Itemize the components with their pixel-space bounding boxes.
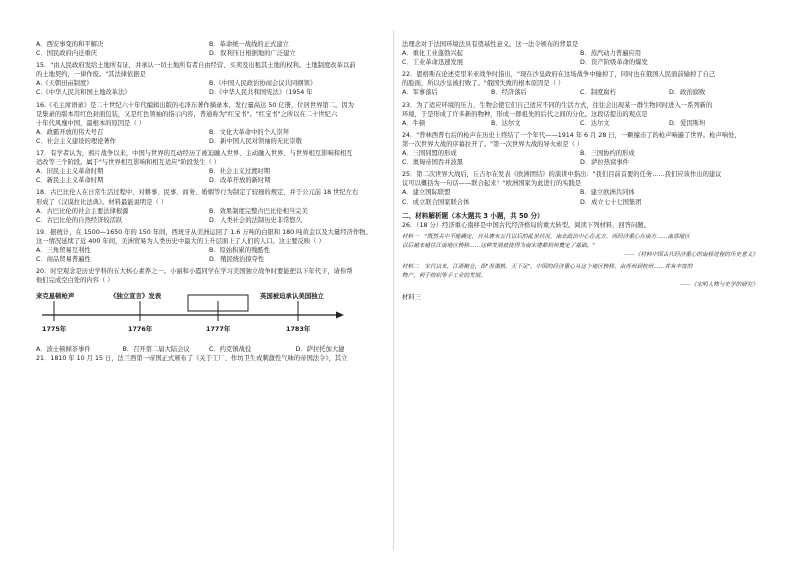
q19-option-d[interactable]: D．殖民统治掠夺性 (209, 256, 265, 264)
q18-stem-line-1: 18．古巴比伦人在日常生活过程中，对耕事、民事、商务、婚姻等行为制定了较细的规定，并于公元前 18 世纪左右 (36, 189, 359, 197)
q15-option-a[interactable]: A.《天朝田亩制度》 (36, 80, 93, 88)
q15-option-c[interactable]: C.《中华人民共和国土地改革法》 (36, 89, 131, 97)
q20-option-a[interactable]: A．波士顿倾茶事件 (36, 346, 91, 354)
timeline-event-2: 《独立宣言》发表 (110, 292, 162, 301)
q22-stem-line-1: 22．恩格斯在论述克里米亚战争时指出，"现在沙皇政府在这场战争中输掉了，同时也在俄国人民面前输掉了自己 (402, 71, 716, 79)
q22-option-d[interactable]: D．政治腐败 (669, 89, 706, 97)
q14-option-b[interactable]: B．革命统一战线的正式建立 (209, 41, 289, 48)
timeline-event-1: 来克星顿枪声 (36, 292, 75, 301)
q19-options-row-1 (36, 246, 382, 255)
q19-option-a[interactable]: A．三角贸易互利性 (36, 246, 91, 254)
q25-option-c[interactable]: C．成立联合国家联合体 (402, 198, 470, 206)
q23-stem-line-2: 环境，于是形成了许多新的物种，形成一群祖先的后代之间的分化。这段话提出的观点是 (402, 110, 648, 118)
q19-stem-line-2: 这一情况延续了近 400 年间，美洲贸易为人类历史中最大的上升层面上了人们的人口。这主要反映（ ） (36, 237, 325, 245)
q25-option-b[interactable]: B．建立欧洲共同体 (580, 189, 635, 197)
material-2-line-2: 物产，利于纺织等手工业的发展。 (402, 272, 486, 279)
material-2-source: ——《宋明人物与史学的研究》 (679, 281, 758, 288)
q23-stem-line-1: 23．为了适应环境的压力，生物会使它们自己适应不同的生活方式，往往会出现某一群生物同时进入一系列新的 (402, 101, 713, 109)
q19-option-b[interactable]: B．原始积累的残酷性 (209, 246, 270, 254)
q15-options-row-1 (36, 79, 382, 88)
q23-options-row (402, 119, 758, 128)
q21-option-a[interactable]: A．重化工业蓬勃兴起 (402, 50, 463, 58)
q25-options-row-2 (402, 198, 758, 207)
q26-stem: 26．（18 分）经济重心南移是中国古代经济格局的重大转型。阅读下列材料，回答问题。 (402, 221, 650, 229)
timeline-year-3: 1777年 (206, 325, 231, 334)
q17-options-row-1 (36, 167, 382, 176)
q18-options-row-2 (36, 216, 382, 225)
q16-stem-line-1: 16.《毛主席语录》是二十世纪六十年代编辑出版的毛泽东著作摘录本，发行量高达 50 亿册，位居世界第二。因为 (36, 101, 354, 109)
q24-option-b[interactable]: B．三国协约的形成 (580, 150, 635, 158)
q21-options-row-2 (402, 58, 758, 67)
q24-option-a[interactable]: A．三国同盟的形成 (402, 150, 457, 158)
q17-options-row-2 (36, 176, 382, 185)
timeline-arrow (336, 312, 344, 319)
q16-stem-line-2: 是集录的版本用红色封面包装，又是红色领袖的指示内容，普通称为"红宝书"。"红宝书"之所以在二十世纪六 (36, 110, 338, 118)
q18-option-b[interactable]: B．效果制度完整古巴比伦相当完美 (209, 207, 308, 215)
q14-options-row-1 (36, 40, 382, 49)
q19-option-c[interactable]: C．商品贸易普遍性 (36, 256, 91, 264)
q15-stem-line-1: 15．"由人民政府发给土地所有证，并承认一切土地所有者自由经营、买卖及出租其土地的权利。土地制度改革以前 (36, 62, 356, 70)
material-3-label: 材料三 (402, 293, 421, 301)
section-title: 二、材料解析题（本大题共 3 小题，共 50 分） (402, 211, 544, 220)
timeline-event-4: 英国被迫承认美国独立 (260, 292, 324, 301)
timeline-diagram (36, 291, 382, 343)
q18-option-a[interactable]: A．古巴比伦的社会主要法律根源 (36, 207, 129, 215)
q23-option-d[interactable]: D．爱因斯坦 (669, 119, 706, 127)
q16-options-row-1 (36, 128, 382, 137)
q14-options-row-2 (36, 49, 382, 58)
q20-stem-line-2: 他们完成空白处的内容（ ） (36, 277, 114, 285)
q23-option-c[interactable]: C．达尔文 (580, 119, 610, 127)
q20-option-d[interactable]: D．萨拉托加大捷 (295, 346, 345, 354)
q16-option-b[interactable]: B．文化大革命中的个人崇拜 (209, 128, 289, 136)
q14-option-c[interactable]: C．国民政府内迁重庆 (36, 50, 98, 58)
q24-option-d[interactable]: D．萨拉热窝事件 (580, 159, 629, 167)
q17-option-c[interactable]: C．新民主主义革命时期 (36, 177, 104, 185)
q15-stem-line-2: 的土地契约，一律作废。"其法律依据是 (36, 71, 146, 79)
timeline-year-2: 1776年 (128, 325, 153, 334)
timeline-year-4: 1783年 (286, 325, 311, 334)
q22-option-c[interactable]: C．制度腐朽 (580, 89, 616, 97)
q14-option-d[interactable]: D．叙利压日根据地的广泛建立 (209, 50, 296, 58)
q24-stem-line-2: 第一次世界大战的序幕拉开了。"第一次世界大战的导火索是（ ） (402, 140, 584, 148)
q15-option-d[interactable]: D.《中华人民共和国宪法》（1954 年 (209, 89, 313, 97)
q23-option-b[interactable]: B．达尔文 (491, 119, 521, 127)
q14-option-a[interactable]: A．西安事变的和平解决 (36, 41, 104, 48)
q16-options-row-2 (36, 137, 382, 146)
material-1-line-1: 材料一 "既然关中不能确定，自从唐末五代以后的乱世状况，南北政治中心在北方，而经济重心在南方……南部地区 (402, 233, 690, 240)
q24-option-c[interactable]: C．奥匈帝国吞并波黑 (402, 159, 464, 167)
material-1-line-2: 以后越来越往江南地区转移……这种发展就使得为南宋建都杭州奠定了基础。" (402, 242, 595, 249)
q17-option-a[interactable]: A．旧民主主义革命时期 (36, 168, 104, 176)
timeline-year-1: 1775年 (42, 325, 67, 334)
q16-stem-line-3: 十年代风靡中国，最根本的原因是（ ） (36, 119, 146, 127)
left-column (36, 40, 382, 364)
material-1-source: ——《材料中国古代经济重心的南移进程的历史意义》 (623, 251, 758, 258)
q15-option-b[interactable]: B.《中国人民政治协商会议共同纲领》 (209, 80, 317, 88)
q24-options-row-2 (402, 158, 758, 167)
q16-option-c[interactable]: C．社会主义建设的理论著作 (36, 137, 116, 145)
q25-stem-line-2: 议可以概括为一句话——联合起来！"欧洲国家为此进行的实践是 (402, 180, 582, 188)
timeline-graphic (36, 291, 382, 343)
q24-options-row-1 (402, 149, 758, 158)
q18-option-d[interactable]: D．人类社会的法制历史非常悠久 (209, 216, 303, 224)
q23-option-a[interactable]: A．牛顿 (402, 119, 426, 127)
q22-option-a[interactable]: A．军事落后 (402, 89, 438, 97)
q17-stem-line-1: 17．有学者认为，鸦片战争以来，中国与世界的互动经历了被迫融入世界、主动融入世界、与世界相互影响和相互 (36, 150, 353, 158)
q22-options-row (402, 88, 758, 97)
q22-stem-line-2: 的脸面，所以沙皇被打败了。"俄国失败的根本原因是（ ） (402, 80, 565, 88)
q20-stem-line-1: 20．时空观念是历史学科的五大核心素养之一。小丽和小霞同学在学习美国独立战争时要能把以下年代下，请你帮 (36, 268, 353, 276)
q17-stem-line-2: 适改等三个阶段。属于"与世界相互影响和相互适应"阶段发生（ ） (36, 159, 221, 167)
q17-option-b[interactable]: B．社会主义过渡时期 (209, 168, 270, 176)
q20-option-c[interactable]: C．约克镇战役 (209, 346, 252, 354)
q21-stem-line-2: 法理念对于法国环境法具有奠基性意义。这一法令颁布的背景是 (402, 41, 579, 48)
q20-options-row (36, 345, 382, 354)
q25-option-a[interactable]: A．建立国际联盟 (402, 189, 451, 197)
q18-options-row-1 (36, 207, 382, 216)
q21-option-c[interactable]: C．工业革命迅速发展 (402, 59, 464, 67)
q21-option-d[interactable]: D．资产阶级革命的爆发 (580, 59, 648, 67)
q18-option-c[interactable]: C．古巴比伦的自然经济较活跃 (36, 216, 123, 224)
column-divider (393, 30, 394, 550)
q25-options-row-1 (402, 188, 758, 197)
q19-stem-line-1: 19．据统计，在 1500—1650 年的 150 年间，西班牙从美洲运回了 1.6 万吨的白银和 180 吨黄金以及大量经济作物。 (36, 228, 372, 236)
q18-stem-line-2: 形成了《汉谟拉比法典》。材料最能说明是（ ） (36, 198, 168, 206)
q16-option-d[interactable]: D．新中国人民对领袖的无比崇敬 (209, 137, 303, 145)
q24-stem-line-1: 24．"普林西普右后的枪声在历史上终结了一个年代——1914 年 6 月 28 日，一颗撞击了的枪声响遍了世界。枪声响处， (402, 131, 741, 139)
right-column (402, 40, 758, 302)
q17-option-d[interactable]: D．改革开放的新时期 (209, 177, 271, 185)
q20-option-b[interactable]: B．召开第二届大陆会议 (122, 346, 190, 354)
q16-option-a[interactable]: A．政霸开放的伟大号召 (36, 128, 104, 136)
q21-stem-line-1: 21．1810 年 10 月 15 日，法兰西第一帝国正式颁布了《关于工厂、作坊卫生或刺激性气味的帝国法令》，其立 (36, 355, 348, 363)
q19-options-row-2 (36, 255, 382, 264)
q25-stem-line-1: 25．第二次世界大战后，丘吉尔在发表《欧洲团结》的演讲中指出："我们目前首要的任务……我们应该作出的建议 (402, 171, 722, 179)
q21-options-row-1 (402, 49, 758, 58)
q15-options-row-2 (36, 88, 382, 97)
q21-option-b[interactable]: B．蒸汽动力普遍应用 (580, 50, 641, 58)
q25-option-d[interactable]: D．成立七十七国集团 (580, 198, 642, 206)
q22-option-b[interactable]: B．经济落后 (491, 89, 527, 97)
material-2-line-1: 材料二 宋代以来，江浙粮仓，即"苏湖熟，天下足"。中国的经济重心从这个地区转移，由苏州到杭州……并有丰富的 (402, 263, 693, 270)
